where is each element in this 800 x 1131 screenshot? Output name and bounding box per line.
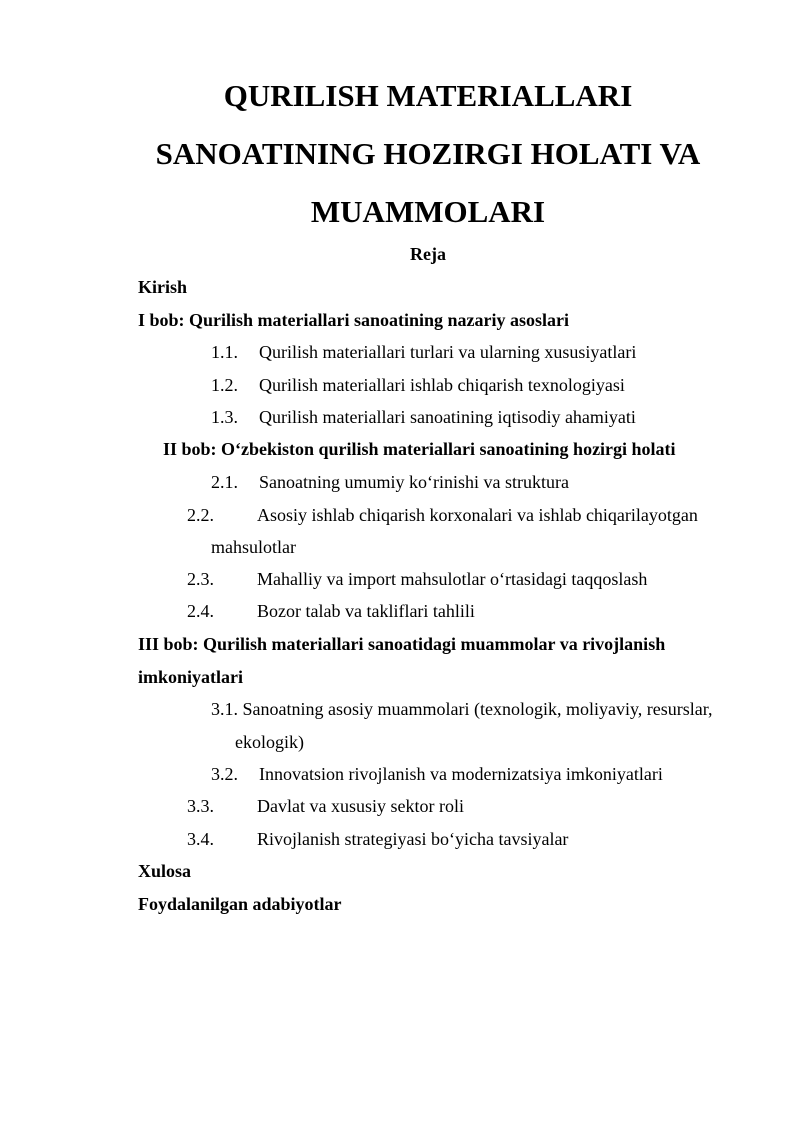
item-number: 3.3. [187, 796, 214, 816]
item-text: Qurilish materiallari ishlab chiqarish texnologiyasi [259, 375, 625, 395]
item-number: 1.2. [211, 375, 238, 395]
chapter-2-item [187, 568, 648, 590]
chapter-3-item [211, 763, 663, 785]
chapter-2-item [187, 504, 698, 526]
item-number: 2.1. [211, 472, 238, 492]
chapter-1-title: I bob: Qurilish materiallari sanoatining nazariy asoslari [138, 310, 570, 330]
item-number: 3.4. [187, 829, 214, 849]
item-text: Asosiy ishlab chiqarish korxonalari va ishlab chiqarilayotgan [257, 505, 698, 525]
chapter-3-title: III bob: Qurilish materiallari sanoatidagi muammolar va rivojlanish [138, 634, 666, 654]
title-line-1: QURILISH MATERIALLARI [223, 78, 633, 113]
item-number: 1.1. [211, 342, 238, 362]
item-number: 2.2. [187, 505, 214, 525]
item-text: Sanoatning umumiy ko‘rinishi va struktura [259, 472, 569, 492]
chapter-3-item [211, 698, 713, 720]
chapter-3-item [187, 795, 464, 817]
item-number: 3.2. [211, 764, 238, 784]
chapter-2-item [187, 600, 475, 622]
chapter-2-item [211, 471, 569, 493]
references-heading: Foydalanilgan adabiyotlar [138, 894, 342, 914]
title-line-3: MUAMMOLARI [310, 194, 546, 229]
chapter-1-item [211, 406, 636, 428]
item-text: Sanoatning asosiy muammolari (texnologik, moliyaviy, resurslar, [242, 699, 713, 719]
item-number: 3.1. [211, 699, 238, 719]
item-text: Bozor talab va takliflari tahlili [257, 601, 475, 621]
chapter-3-item [187, 828, 569, 850]
item-text: Qurilish materiallari sanoatining iqtisodiy ahamiyati [259, 407, 636, 427]
intro-heading: Kirish [138, 277, 188, 297]
item-text: Qurilish materiallari turlari va ularning xususiyatlari [259, 342, 637, 362]
conclusion-heading: Xulosa [138, 861, 192, 881]
item-number: 2.3. [187, 569, 214, 589]
plan-heading: Reja [410, 244, 446, 264]
item-number: 2.4. [187, 601, 214, 621]
title-line-2: SANOATINING HOZIRGI HOLATI VA [155, 136, 701, 171]
item-text: Mahalliy va import mahsulotlar o‘rtasidagi taqqoslash [257, 569, 648, 589]
chapter-2-item-continuation: mahsulotlar [211, 537, 296, 557]
chapter-2-title: II bob: O‘zbekiston qurilish materiallari sanoatining hozirgi holati [163, 439, 676, 459]
item-text: Rivojlanish strategiyasi bo‘yicha tavsiyalar [257, 829, 569, 849]
chapter-1-item [211, 341, 637, 363]
item-text: Davlat va xususiy sektor roli [257, 796, 464, 816]
item-text: Innovatsion rivojlanish va modernizatsiya imkoniyatlari [259, 764, 663, 784]
chapter-3-title-continuation: imkoniyatlari [138, 667, 244, 687]
document-title [100, 67, 756, 241]
chapter-1-item [211, 374, 625, 396]
item-number: 1.3. [211, 407, 238, 427]
chapter-3-item-continuation: ekologik) [235, 732, 304, 752]
